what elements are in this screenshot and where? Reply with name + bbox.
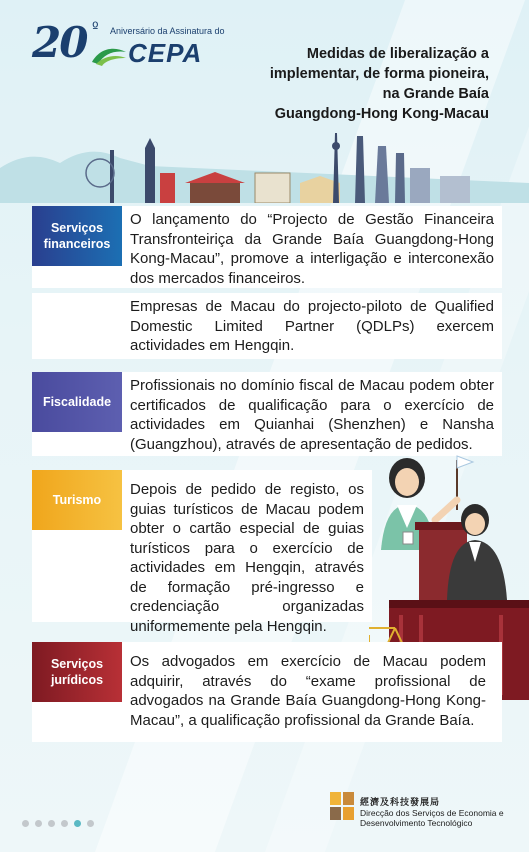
page-dot-active[interactable] xyxy=(74,820,81,827)
logo-number: 20 xyxy=(32,18,87,67)
card-servicos-juridicos xyxy=(32,642,502,742)
agency-name-chinese: 經濟及科技發展局 xyxy=(360,798,441,808)
tag-label: Serviços xyxy=(50,657,104,671)
logo-swoosh-icon xyxy=(90,44,128,66)
agency-name-portuguese xyxy=(360,808,525,828)
tag-label: Serviços xyxy=(50,221,104,235)
dsedt-logo-icon xyxy=(330,792,354,820)
financeiros-paragraph-1: O lançamento do “Projecto de Gestão Financeira Transfronteiriça da Grande Baía Guangdong-Hong Kong-Macau”, promove a interligação e interconexão dos mercados financeiros. xyxy=(130,211,494,287)
turismo-paragraph: Depois de pedido de registo, os guias turísticos de Macau podem obter o cartão especial de guias turísticos para o exercício de actividades em Hengqin, através de formação pré-ingresso e credenciação organizadas uniformemente pela Hengqin. xyxy=(130,481,364,635)
agency-name-line: Desenvolvimento Tecnológico xyxy=(360,818,473,828)
page-dot[interactable] xyxy=(48,820,55,827)
logo-brand: CEPA xyxy=(128,38,203,68)
fiscalidade-paragraph: Profissionais no domínio fiscal de Macau podem obter certificados de qualificação para o exercício de actividades em Quianhai (Shenzhen) e Nansha (Guangzhou), através de apresentação de pedidos. xyxy=(130,377,494,453)
tag-fiscalidade: Fiscalidade xyxy=(32,372,122,432)
logo-subtitle: Aniversário da Assinatura do xyxy=(110,26,225,36)
title-line: implementar, de forma pioneira, xyxy=(269,66,489,82)
tag-label: jurídicos xyxy=(50,673,104,687)
agency-name-line: Direcção dos Serviços de Economia e xyxy=(360,808,504,818)
tag-servicos-financeiros xyxy=(32,206,122,266)
juridicos-paragraph: Os advogados em exercício de Macau podem adquirir, através do “exame profissional de advogados na Grande Baía Guangdong-Hong Kong-Macau”, a qualificação profissional da Grande Baía. xyxy=(130,653,486,729)
tag-turismo: Turismo xyxy=(32,470,122,530)
page-title xyxy=(239,44,489,124)
greater-bay-skyline-illustration xyxy=(0,128,529,203)
page-dot[interactable] xyxy=(22,820,29,827)
card-servicos-financeiros xyxy=(32,206,502,288)
tag-servicos-juridicos xyxy=(32,642,122,702)
page-indicator xyxy=(22,820,94,827)
title-line: Guangdong-Hong Kong-Macau xyxy=(274,106,489,122)
card-servicos-financeiros-qdlp xyxy=(32,293,502,359)
page-dot[interactable] xyxy=(35,820,42,827)
title-line: na Grande Baía xyxy=(382,86,489,102)
cepa-20th-anniversary-logo xyxy=(32,18,225,70)
tag-label: financeiros xyxy=(43,237,111,251)
page-dot[interactable] xyxy=(87,820,94,827)
card-fiscalidade xyxy=(32,372,502,456)
card-turismo xyxy=(32,470,372,635)
title-line: Medidas de liberalização a xyxy=(306,46,489,62)
page-dot[interactable] xyxy=(61,820,68,827)
logo-degree: º xyxy=(92,20,99,36)
financeiros-paragraph-2: Empresas de Macau do projecto-piloto de Qualified Domestic Limited Partner (QDLPs) exercem actividades em Hengqin. xyxy=(130,298,494,354)
